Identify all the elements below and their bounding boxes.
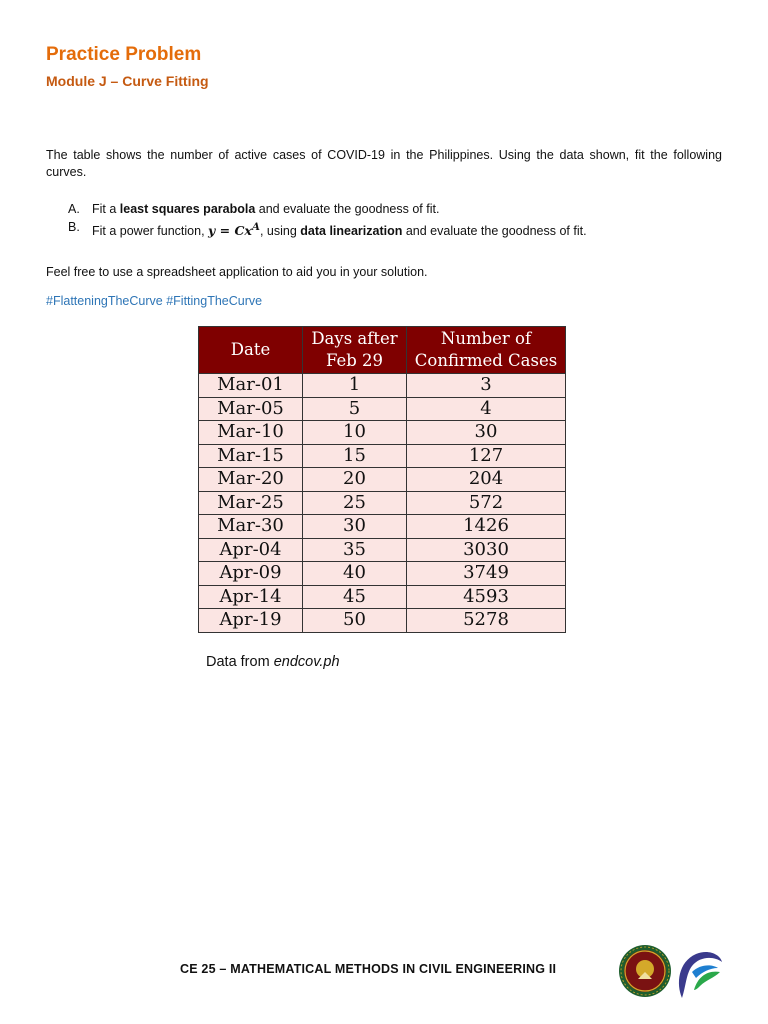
cell-cases: 3030	[407, 538, 566, 562]
covid-cases-table	[198, 326, 566, 633]
cell-days: 35	[303, 538, 407, 562]
table-row	[199, 397, 566, 421]
cell-cases: 3749	[407, 562, 566, 586]
table-row	[199, 538, 566, 562]
university-seal-icon	[618, 944, 672, 998]
task-text-part: Fit a power function,	[92, 224, 209, 239]
department-logo-icon	[674, 946, 726, 1002]
table-row	[199, 609, 566, 633]
spreadsheet-note: Feel free to use a spreadsheet application to aid you in your solution.	[46, 265, 428, 279]
hashtags: #FlatteningTheCurve #FittingTheCurve	[46, 294, 263, 308]
table-header-row	[199, 327, 566, 374]
cell-days: 25	[303, 491, 407, 515]
task-text-part: and evaluate the goodness of fit.	[255, 202, 440, 216]
cell-date: Mar-20	[199, 468, 303, 492]
task-text-part: and evaluate the goodness of fit.	[402, 224, 587, 239]
cell-cases: 1426	[407, 515, 566, 539]
table-row	[199, 444, 566, 468]
task-text	[92, 218, 587, 240]
cell-cases: 127	[407, 444, 566, 468]
page-subtitle: Module J – Curve Fitting	[46, 73, 209, 89]
table-row	[199, 515, 566, 539]
column-header-date: Date	[199, 327, 303, 374]
table-row	[199, 468, 566, 492]
column-header-days: Days after Feb 29	[303, 327, 407, 374]
problem-statement: The table shows the number of active cases of COVID-19 in the Philippines. Using the data shown, fit the following curves.	[46, 148, 722, 179]
cell-date: Apr-19	[199, 609, 303, 633]
cell-days: 40	[303, 562, 407, 586]
cell-cases: 5278	[407, 609, 566, 633]
data-source-prefix: Data from	[206, 654, 274, 670]
cell-date: Mar-30	[199, 515, 303, 539]
column-header-cases: Number of Confirmed Cases	[407, 327, 566, 374]
cell-days: 50	[303, 609, 407, 633]
task-text	[92, 200, 439, 218]
cell-days: 10	[303, 421, 407, 445]
task-item-b	[68, 218, 708, 240]
page-title: Practice Problem	[46, 44, 202, 65]
cell-cases: 4593	[407, 585, 566, 609]
task-item-a	[68, 200, 708, 218]
table-body	[199, 374, 566, 633]
cell-days: 1	[303, 374, 407, 398]
cell-days: 20	[303, 468, 407, 492]
cell-date: Mar-15	[199, 444, 303, 468]
cell-days: 5	[303, 397, 407, 421]
table-row	[199, 421, 566, 445]
course-footer: CE 25 – MATHEMATICAL METHODS IN CIVIL ENGINEERING II	[180, 962, 557, 976]
cell-cases: 3	[407, 374, 566, 398]
table-row	[199, 491, 566, 515]
cell-cases: 4	[407, 397, 566, 421]
cell-days: 45	[303, 585, 407, 609]
cell-date: Mar-25	[199, 491, 303, 515]
table-row	[199, 374, 566, 398]
cell-cases: 204	[407, 468, 566, 492]
task-text-part: , using	[259, 224, 301, 239]
cell-date: Mar-05	[199, 397, 303, 421]
task-keyword: data linearization	[300, 224, 403, 239]
cell-date: Apr-09	[199, 562, 303, 586]
cell-days: 15	[303, 444, 407, 468]
data-source	[206, 654, 340, 670]
power-function-formula: $y = Cx^A$	[208, 221, 260, 239]
cell-cases: 572	[407, 491, 566, 515]
task-list	[68, 200, 708, 240]
task-label: B.	[68, 220, 80, 234]
cell-date: Mar-10	[199, 421, 303, 445]
cell-date: Apr-04	[199, 538, 303, 562]
cell-cases: 30	[407, 421, 566, 445]
table-row	[199, 562, 566, 586]
task-keyword: least squares parabola	[119, 202, 256, 216]
task-text-part: Fit a	[92, 202, 120, 216]
cell-date: Mar-01	[199, 374, 303, 398]
data-source-site: endcov.ph	[273, 654, 340, 670]
table-row	[199, 585, 566, 609]
cell-days: 30	[303, 515, 407, 539]
cell-date: Apr-14	[199, 585, 303, 609]
task-label: A.	[68, 202, 80, 216]
